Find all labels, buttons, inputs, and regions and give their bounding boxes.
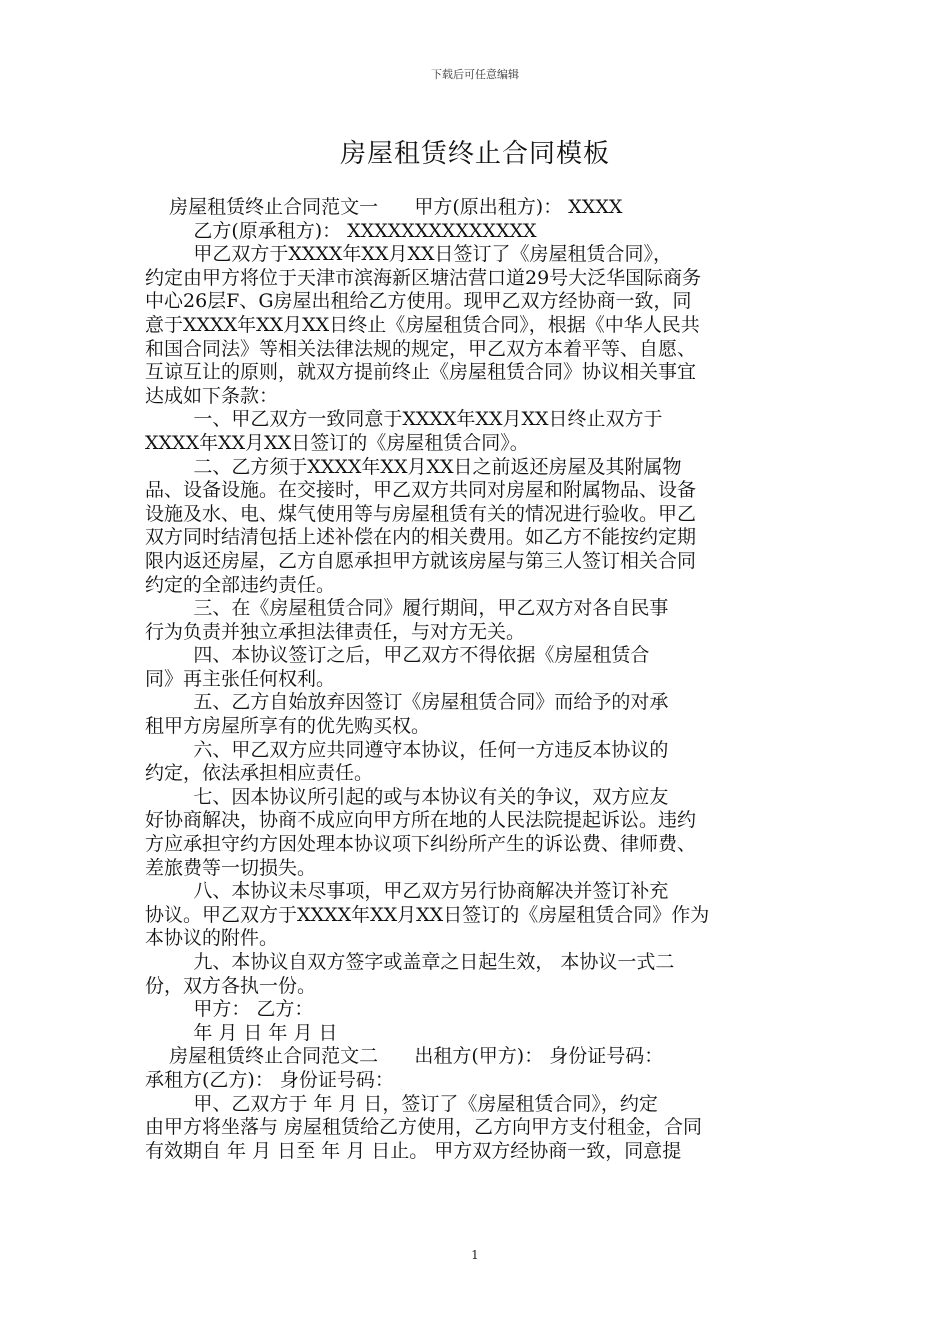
body-line: 乙方(原承租方)： XXXXXXXXXXXXXX — [145, 219, 537, 242]
body-line: 甲方： 乙方： — [145, 998, 314, 1021]
body-line: 有效期自 年 月 日至 年 月 日止。 甲方双方经协商一致，同意提 — [145, 1139, 682, 1162]
document-body — [145, 196, 805, 1163]
body-line: 方应承担守约方因处理本协议项下纠纷所产生的诉讼费、律师费、 — [145, 833, 697, 856]
body-line: 房屋租赁终止合同范文一 甲方(原出租方)： XXXX — [145, 196, 623, 218]
body-line: 五、乙方自始放弃因签订《房屋租赁合同》而给予的对承 — [145, 691, 669, 714]
body-line: 限内返还房屋，乙方自愿承担甲方就该房屋与第三人签订相关合同 — [145, 549, 697, 572]
body-line: 双方同时结清包括上述补偿在内的相关费用。如乙方不能按约定期 — [145, 526, 697, 549]
body-line: 品、设备设施。在交接时，甲乙双方共同对房屋和附属物品、设备 — [145, 479, 697, 502]
body-line: 行为负责并独立承担法律责任，与对方无关。 — [145, 620, 526, 643]
body-line: 九、本协议自双方签字或盖章之日起生效， 本协议一式二 — [145, 951, 675, 973]
body-line: 协议。甲乙双方于XXXX年XX月XX日签订的《房屋租赁合同》作为 — [145, 903, 710, 926]
body-line: 约定，依法承担相应责任。 — [145, 762, 374, 785]
body-line: 份，双方各执一份。 — [145, 974, 317, 997]
body-line: 约定的全部违约责任。 — [145, 573, 336, 596]
body-line: 本协议的附件。 — [145, 927, 279, 950]
body-line: XXXX年XX月XX日签订的《房屋租赁合同》。 — [145, 431, 529, 454]
body-line: 互谅互让的原则，就双方提前终止《房屋租赁合同》协议相关事宜 — [145, 361, 697, 384]
document-title: 房屋租赁终止合同模板 — [339, 139, 610, 169]
body-line: 三、在《房屋租赁合同》履行期间，甲乙双方对各自民事 — [145, 597, 669, 620]
body-line: 四、本协议签订之后，甲乙双方不得依据《房屋租赁合 — [145, 644, 650, 667]
body-line: 六、甲乙双方应共同遵守本协议，任何一方违反本协议的 — [145, 738, 669, 761]
body-line: 差旅费等一切损失。 — [145, 856, 317, 879]
body-line: 甲、乙双方于 年 月 日，签订了《房屋租赁合同》，约定 — [145, 1092, 658, 1115]
body-line: 年 月 日 年 月 日 — [145, 1021, 338, 1044]
body-line: 设施及水、电、煤气使用等与房屋租赁有关的情况进行验收。甲乙 — [145, 502, 697, 525]
page-number: 1 — [471, 1248, 479, 1262]
body-line: 和国合同法》等相关法律法规的规定，甲乙双方本着平等、自愿、 — [145, 337, 697, 360]
body-line: 好协商解决，协商不成应向甲方所在地的人民法院提起诉讼。违约 — [145, 809, 697, 832]
body-line: 一、甲乙双方一致同意于XXXX年XX月XX日终止双方于 — [145, 408, 663, 431]
body-line: 七、因本协议所引起的或与本协议有关的争议，双方应友 — [145, 785, 669, 808]
body-line: 租甲方房屋所享有的优先购买权。 — [145, 715, 431, 738]
body-line: 甲乙双方于XXXX年XX月XX日签订了《房屋租赁合同》， — [145, 243, 673, 266]
body-line: 由甲方将坐落与 房屋租赁给乙方使用，乙方向甲方支付租金，合同 — [145, 1116, 703, 1139]
header-note: 下载后可任意编辑 — [431, 68, 519, 81]
body-line: 同》再主张任何权利。 — [145, 667, 336, 690]
body-line: 房屋租赁终止合同范文二 出租方(甲方)： 身份证号码： — [145, 1045, 664, 1068]
body-line: 中心26层F、G房屋出租给乙方使用。现甲乙双方经协商一致，同 — [145, 290, 692, 313]
body-line: 意于XXXX年XX月XX日终止《房屋租赁合同》，根据《中华人民共 — [145, 313, 700, 336]
body-line: 承租方(乙方)： 身份证号码： — [145, 1068, 394, 1091]
body-line: 二、乙方须于XXXX年XX月XX日之前返还房屋及其附属物 — [145, 455, 682, 478]
body-line: 达成如下条款： — [145, 384, 279, 407]
body-line: 约定由甲方将位于天津市滨海新区塘沽营口道29号大泛华国际商务 — [145, 266, 702, 289]
body-line: 八、本协议未尽事项，甲乙双方另行协商解决并签订补充 — [145, 880, 669, 903]
